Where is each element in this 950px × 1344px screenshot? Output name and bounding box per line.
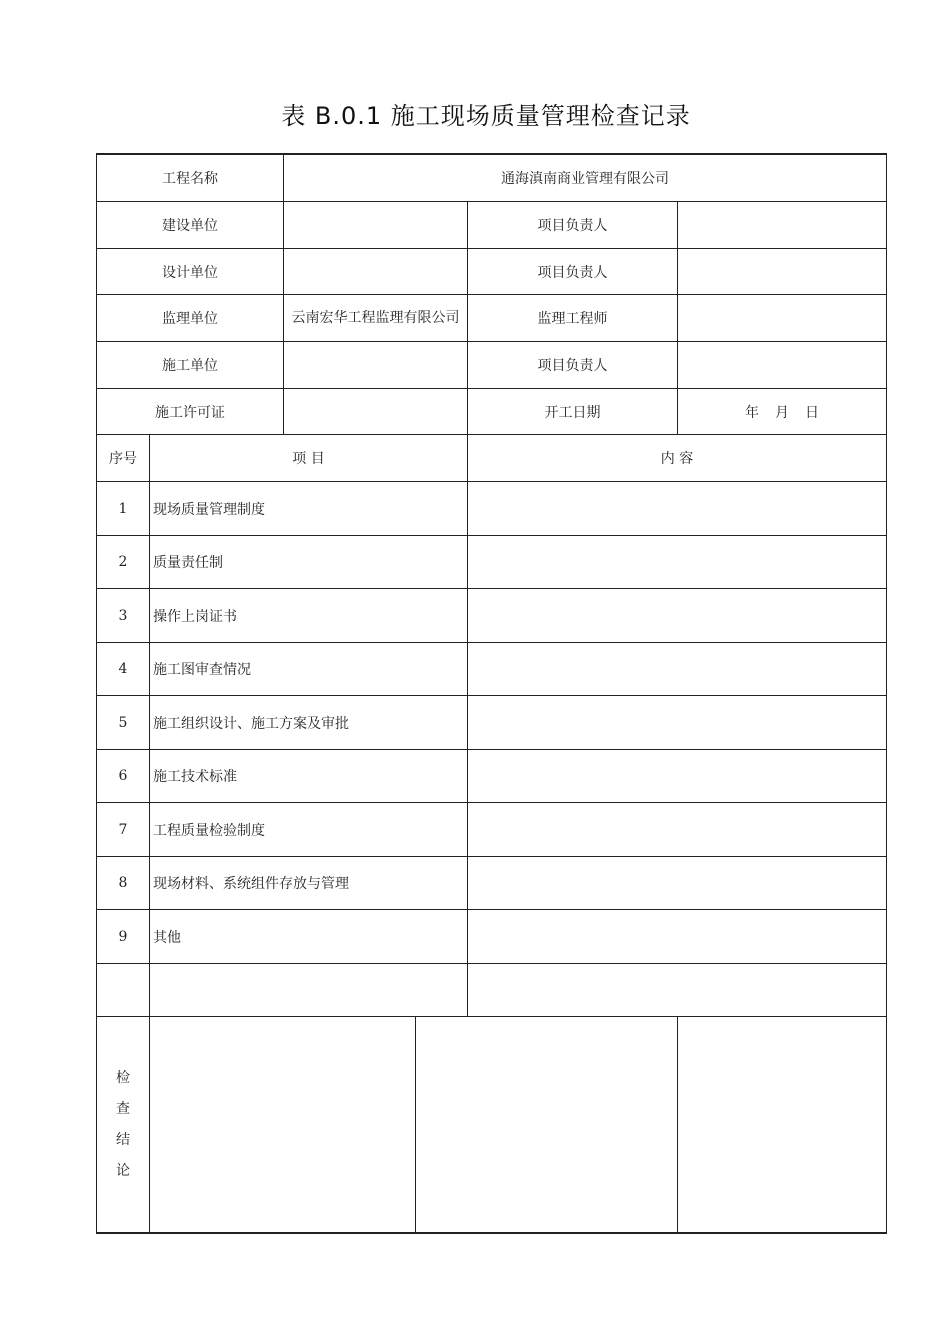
item-content[interactable] (468, 482, 886, 536)
header-item: 项 目 (150, 435, 468, 482)
permit-label: 施工许可证 (97, 389, 284, 435)
project-name-value[interactable]: 通海滇南商业管理有限公司 (284, 155, 886, 202)
design-unit-label: 设计单位 (97, 249, 284, 295)
item-no: 2 (97, 536, 150, 589)
design-pm-label: 项目负责人 (468, 249, 678, 295)
item-no: 3 (97, 589, 150, 643)
item-no: 1 (97, 482, 150, 536)
build-pm-value[interactable] (678, 202, 886, 249)
supervisor-value[interactable] (678, 295, 886, 342)
item-content[interactable] (468, 643, 886, 696)
header-content: 内 容 (468, 435, 886, 482)
conclusion-label: 检查结论 (116, 1069, 130, 1179)
date-day-label: 日 (805, 404, 819, 421)
item-content[interactable] (468, 803, 886, 857)
item-no: 4 (97, 643, 150, 696)
build-pm-label: 项目负责人 (468, 202, 678, 249)
item-label: 现场质量管理制度 (150, 482, 468, 536)
supervision-unit-label: 监理单位 (97, 295, 284, 342)
date-month-label: 月 (775, 404, 789, 421)
project-name-label: 工程名称 (97, 155, 284, 202)
design-pm-value[interactable] (678, 249, 886, 295)
item-label: 施工图审查情况 (150, 643, 468, 696)
item-content[interactable] (468, 857, 886, 910)
item-content[interactable] (468, 696, 886, 750)
item-content[interactable] (468, 589, 886, 643)
item-no: 9 (97, 910, 150, 964)
item-label: 工程质量检验制度 (150, 803, 468, 857)
item-label: 施工技术标准 (150, 750, 468, 803)
item-no: 5 (97, 696, 150, 750)
construction-pm-label: 项目负责人 (468, 342, 678, 389)
item-label: 施工组织设计、施工方案及审批 (150, 696, 468, 750)
construction-unit-value[interactable] (284, 342, 468, 389)
item-no: 6 (97, 750, 150, 803)
design-unit-value[interactable] (284, 249, 468, 295)
item-content[interactable] (468, 750, 886, 803)
permit-value[interactable] (284, 389, 468, 435)
inspection-record-table (96, 153, 887, 1234)
construction-pm-value[interactable] (678, 342, 886, 389)
conclusion-box-1[interactable] (150, 1017, 416, 1232)
supervision-unit-value[interactable]: 云南宏华工程监理有限公司 (284, 295, 468, 342)
conclusion-box-3[interactable] (678, 1017, 886, 1232)
date-year-label: 年 (745, 404, 759, 421)
item-no: 7 (97, 803, 150, 857)
item-label: 质量责任制 (150, 536, 468, 589)
supervisor-label: 监理工程师 (468, 295, 678, 342)
page-title: 表 B.0.1 施工现场质量管理检查记录 (281, 102, 691, 130)
item-label (150, 964, 468, 1017)
item-label: 操作上岗证书 (150, 589, 468, 643)
item-content[interactable] (468, 910, 886, 964)
item-label: 其他 (150, 910, 468, 964)
start-date-label: 开工日期 (468, 389, 678, 435)
item-label: 现场材料、系统组件存放与管理 (150, 857, 468, 910)
start-date-value[interactable] (678, 389, 886, 435)
header-no: 序号 (97, 435, 150, 482)
item-content[interactable] (468, 964, 886, 1017)
item-no (97, 964, 150, 1017)
item-content[interactable] (468, 536, 886, 589)
build-unit-value[interactable] (284, 202, 468, 249)
build-unit-label: 建设单位 (97, 202, 284, 249)
item-no: 8 (97, 857, 150, 910)
conclusion-label-cell (97, 1017, 150, 1232)
construction-unit-label: 施工单位 (97, 342, 284, 389)
conclusion-box-2[interactable] (416, 1017, 678, 1232)
